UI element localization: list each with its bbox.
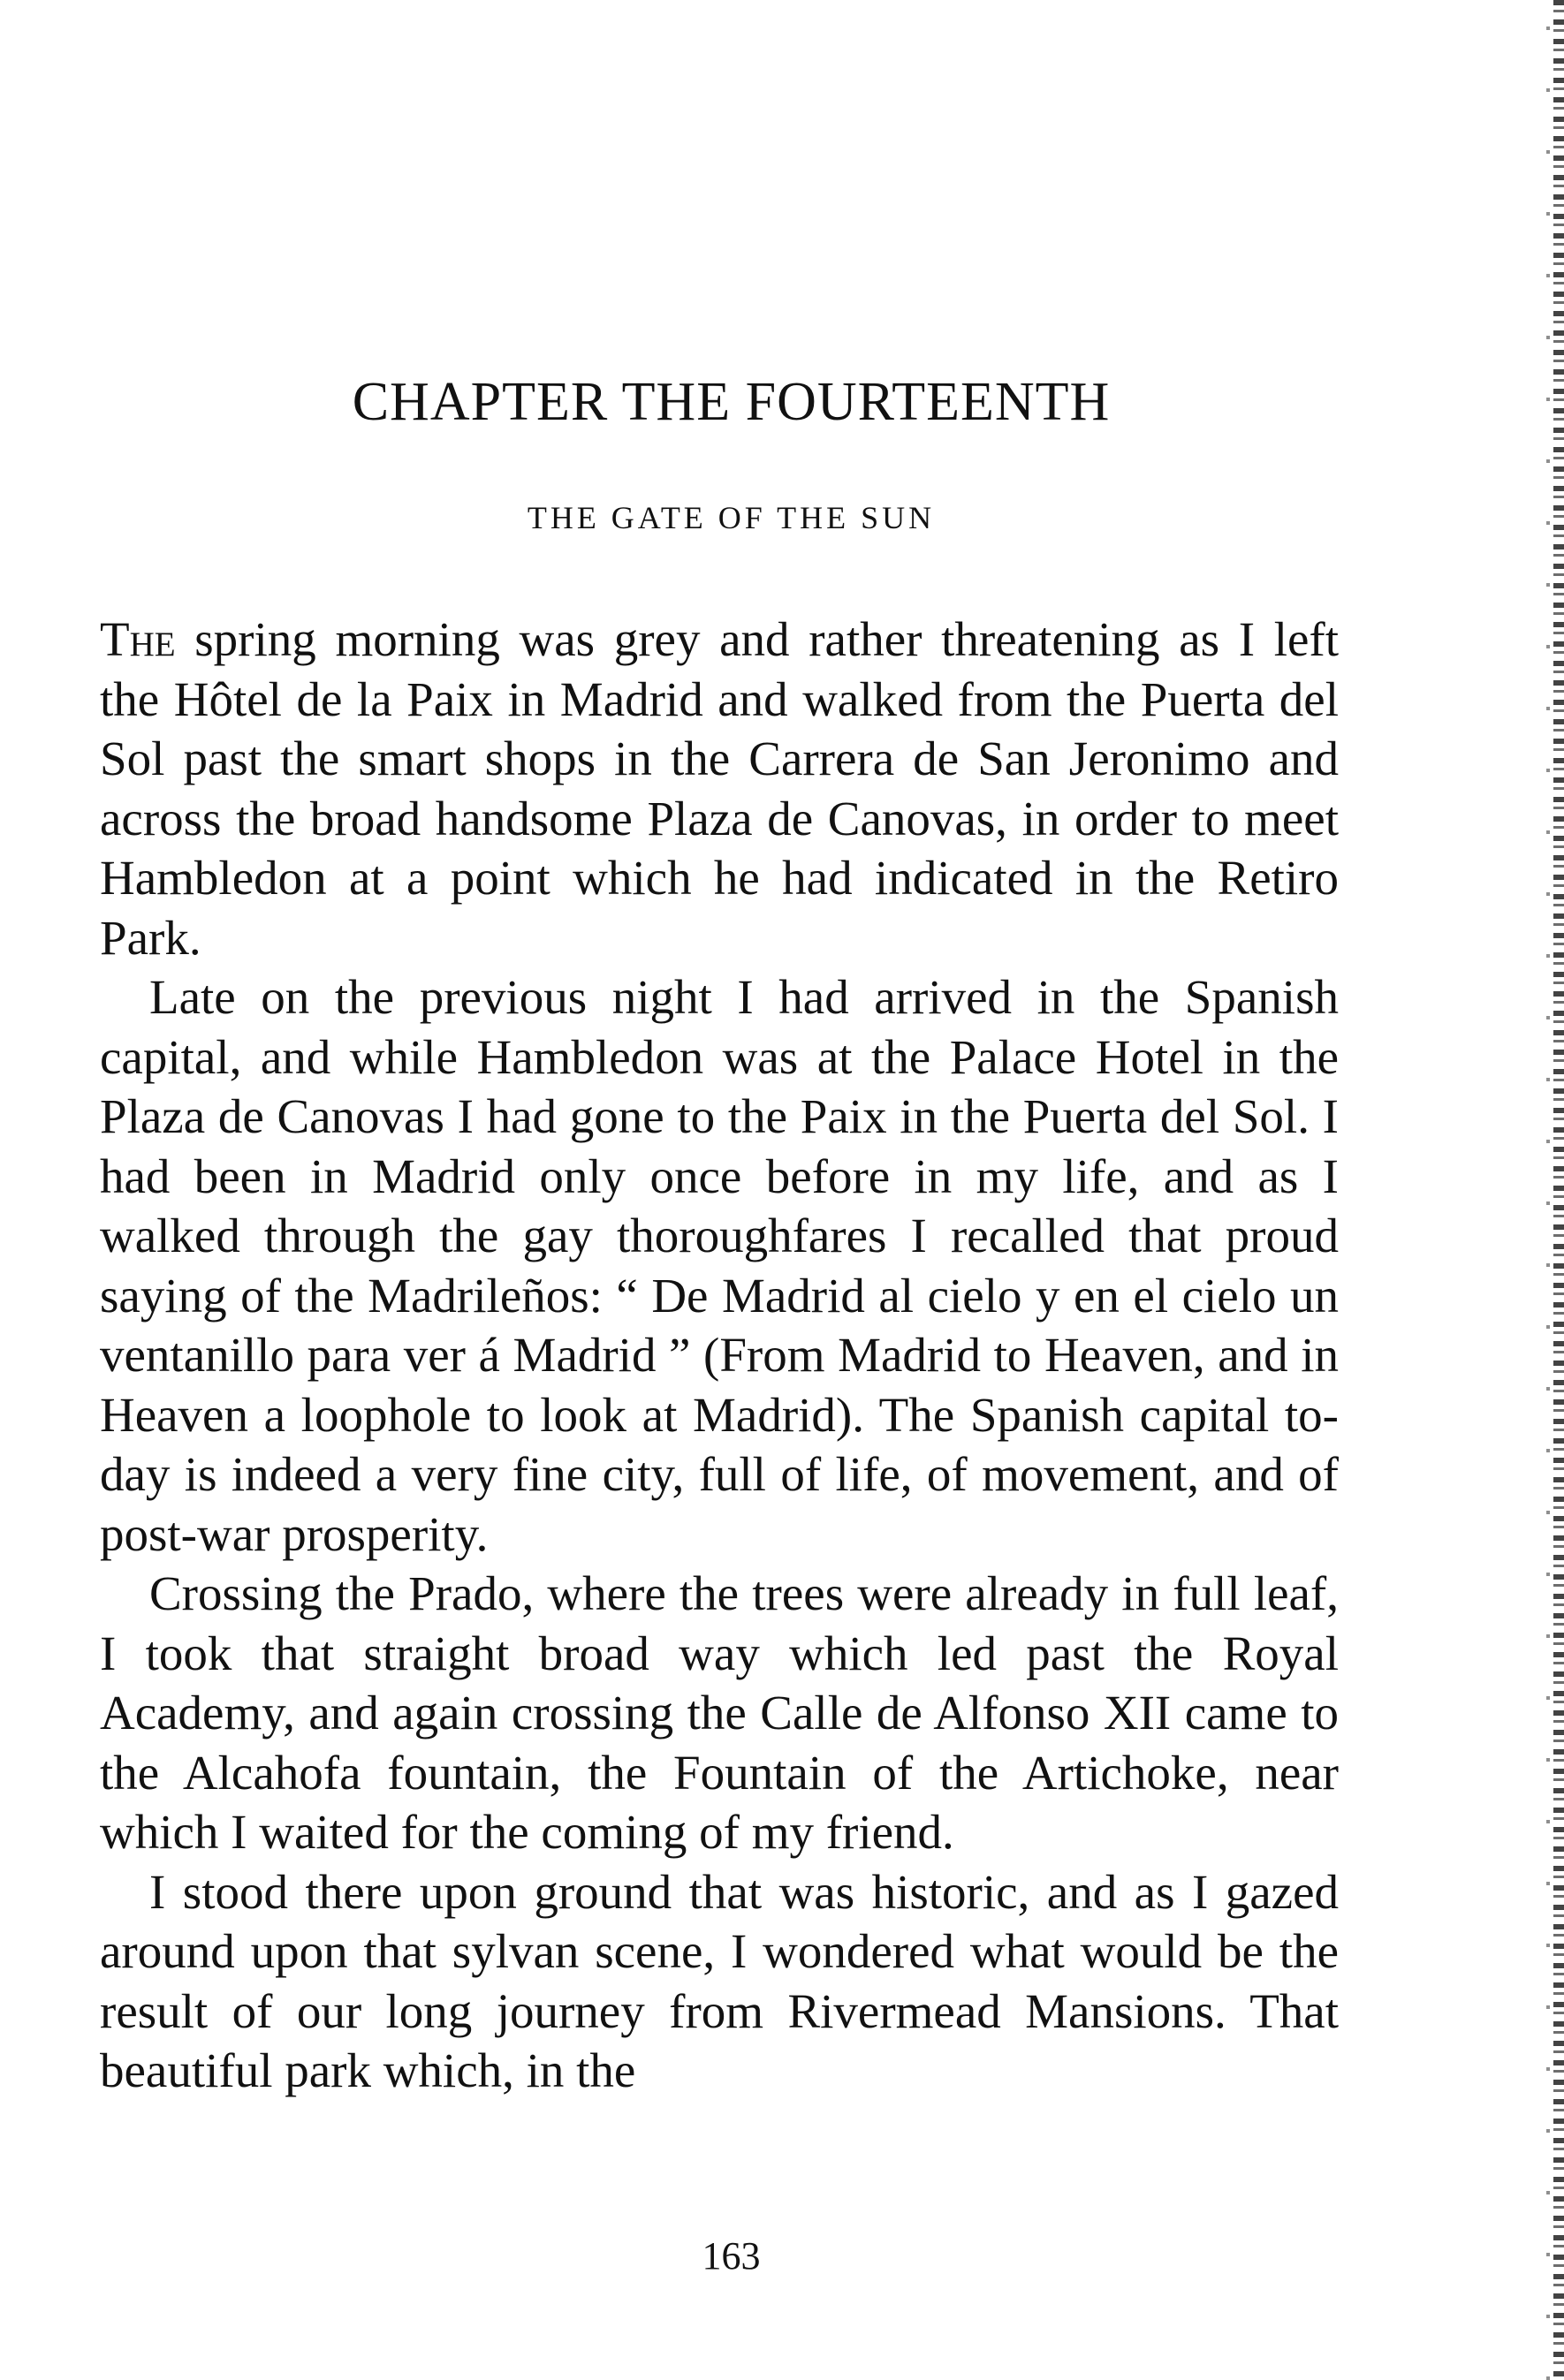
page-number: 163 bbox=[702, 2234, 761, 2278]
paragraph-4: I stood there upon ground that was historic, and as I gazed around upon that sylvan scene, I wondered what would be the result of our long journey from Rivermead Mansions. That beautiful park which, in the bbox=[100, 1864, 1339, 2097]
paragraph-1-text: spring morning was grey and rather threatening as I left the Hôtel de la Paix in Madrid and walked from the Puerta del Sol past the smart shops in the Carrera de San Jeronimo and across the broad handsome Plaza de Canovas, in order to meet Hambledon at a point which he had indicated in the Retiro Park. bbox=[100, 612, 1339, 965]
paragraph-3: Crossing the Prado, where the trees were already in full leaf, I took that straight broad way which led past the Royal Academy, and again crossing the Calle de Alfonso XII came to the Alcahofa fountain, the Fountain of the Artichoke, near which I waited for the coming of my friend. bbox=[100, 1566, 1339, 1859]
paragraph-lead-word: The bbox=[100, 612, 176, 666]
scan-edge-artifact bbox=[1553, 0, 1564, 2380]
chapter-subtitle: THE GATE OF THE SUN bbox=[527, 500, 936, 535]
paragraph-1 bbox=[100, 610, 1339, 967]
scan-edge-shadow bbox=[1546, 0, 1550, 2380]
paragraph-2: Late on the previous night I had arrived in the Spanish capital, and while Hambledon was at the Palace Hotel in the Plaza de Canovas I had gone to the Paix in the Puerta del Sol. I had been in Madrid only once before in my life, and as I walked through the gay thoroughfares I recalled that proud saying of the Madrileños: “ De Madrid al cielo y en el cielo un ventanillo para ver á Madrid ” (From Madrid to Heaven, and in Heaven a loophole to look at Madrid). The Spanish capital to-day is indeed a very fine city, full of life, of movement, and of post-war prosperity. bbox=[100, 970, 1339, 1561]
chapter-title: CHAPTER THE FOURTEENTH bbox=[352, 372, 1111, 432]
chapter-body bbox=[100, 610, 1339, 2101]
